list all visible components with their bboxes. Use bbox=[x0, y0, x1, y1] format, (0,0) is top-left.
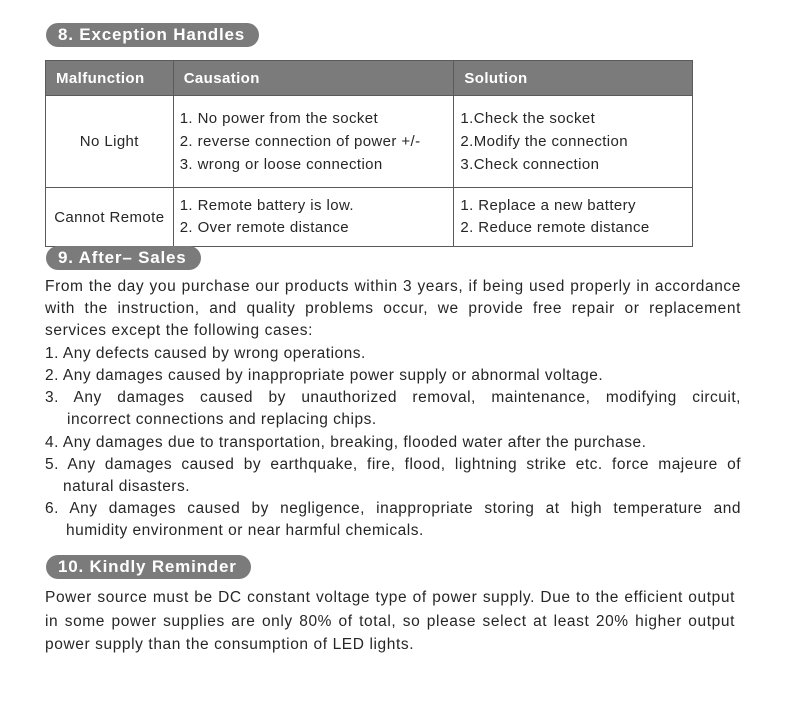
causation-line: 2. reverse connection of power +/- bbox=[179, 133, 421, 150]
solution-line: 1.Check the socket bbox=[460, 110, 596, 127]
solution-line: 1. Replace a new battery bbox=[460, 196, 636, 214]
list-item-text: 2. Any damages caused by inappropriate power supply or abnormal voltage. bbox=[45, 367, 604, 384]
causation-line: 2. Over remote distance bbox=[179, 218, 349, 236]
section-heading-after-sales: 9. After– Sales bbox=[46, 246, 201, 270]
section-heading-kindly-reminder: 10. Kindly Reminder bbox=[46, 555, 251, 579]
list-item-text: 6. Any damages caused by negligence, inappropriate storing at high temperature and bbox=[45, 500, 741, 517]
reminder-paragraph: Power source must be DC constant voltage type of power supply. Due to the efficient output in some power supplies are only 80% of total, so please select at least 20% higher output power supply than the consumption of LED lights. bbox=[45, 589, 735, 653]
list-item bbox=[45, 498, 741, 542]
list-item bbox=[45, 387, 741, 431]
table-row bbox=[46, 96, 693, 188]
list-item bbox=[45, 343, 741, 365]
table-header-row bbox=[46, 61, 693, 96]
column-header-solution: Solution bbox=[454, 61, 693, 96]
causation-cell bbox=[173, 188, 454, 247]
list-item-continuation: incorrect connections and replacing chips. bbox=[67, 411, 377, 429]
exception-table bbox=[45, 60, 693, 247]
list-item-text: 3. Any damages caused by unauthorized removal, maintenance, modifying circuit, bbox=[45, 389, 741, 406]
list-item bbox=[45, 454, 741, 498]
list-item-continuation: humidity environment or near harmful chemicals. bbox=[66, 522, 424, 540]
list-item bbox=[45, 365, 741, 387]
solution-cell bbox=[454, 188, 693, 247]
solution-line: 2. Reduce remote distance bbox=[460, 218, 650, 236]
column-header-causation: Causation bbox=[173, 61, 454, 96]
causation-line: 3. wrong or loose connection bbox=[179, 156, 383, 173]
causation-line: 1. No power from the socket bbox=[179, 110, 379, 127]
solution-cell bbox=[454, 96, 693, 188]
malfunction-cell: Cannot Remote bbox=[46, 188, 174, 247]
solution-line: 2.Modify the connection bbox=[460, 133, 629, 150]
list-item-text: 5. Any damages caused by earthquake, fire, flood, lightning strike etc. force majeure of bbox=[45, 456, 741, 473]
list-item-text: 1. Any defects caused by wrong operations. bbox=[45, 345, 366, 362]
causation-line: 1. Remote battery is low. bbox=[179, 196, 354, 214]
solution-line: 3.Check connection bbox=[460, 156, 600, 173]
table-row bbox=[46, 188, 693, 247]
column-header-malfunction: Malfunction bbox=[46, 61, 174, 96]
causation-cell bbox=[173, 96, 454, 188]
list-item bbox=[45, 432, 741, 454]
section-heading-exception-handles: 8. Exception Handles bbox=[46, 23, 259, 47]
list-item-continuation: natural disasters. bbox=[63, 478, 191, 496]
after-sales-intro-paragraph: From the day you purchase our products within 3 years, if being used properly in accordance with the instruction, and quality problems occur, we provide free repair or replacement services except the following cases: bbox=[45, 278, 741, 340]
list-item-text: 4. Any damages due to transportation, breaking, flooded water after the purchase. bbox=[45, 434, 647, 451]
malfunction-cell: No Light bbox=[46, 96, 174, 188]
